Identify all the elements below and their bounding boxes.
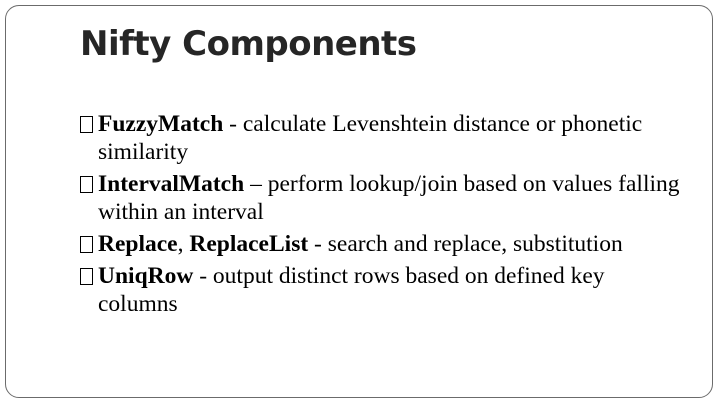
bullet-item-replace	[80, 230, 680, 258]
square-placeholder-glyph-icon	[80, 268, 93, 285]
bullet-separator: -	[308, 231, 328, 257]
square-placeholder-glyph-icon	[80, 116, 93, 133]
slide-title: Nifty Components	[80, 24, 417, 64]
bullet-item-intervalmatch	[80, 170, 680, 226]
bullet-list	[80, 110, 680, 322]
bullet-separator: -	[193, 263, 213, 289]
bullet-text: search and replace, substitution	[327, 231, 623, 257]
bullet-term: FuzzyMatch	[98, 111, 224, 137]
bullet-text: output distinct rows based on defined key columns	[98, 263, 605, 317]
bullet-text: calculate Levenshtein distance or phonetic similarity	[98, 111, 643, 165]
bullet-term: IntervalMatch	[98, 171, 245, 197]
bullet-term-secondary: ReplaceList	[189, 231, 309, 257]
square-placeholder-glyph-icon	[80, 236, 93, 253]
bullet-item-uniqrow	[80, 262, 680, 318]
square-placeholder-glyph-icon	[80, 176, 93, 193]
bullet-separator: -	[223, 111, 243, 137]
bullet-text: perform lookup/join based on values falling within an interval	[98, 171, 680, 225]
bullet-term: UniqRow	[98, 263, 194, 289]
bullet-term: Replace	[98, 231, 178, 257]
bullet-term-joiner: ,	[177, 231, 190, 257]
bullet-separator: –	[244, 171, 268, 197]
bullet-item-fuzzymatch	[80, 110, 680, 166]
